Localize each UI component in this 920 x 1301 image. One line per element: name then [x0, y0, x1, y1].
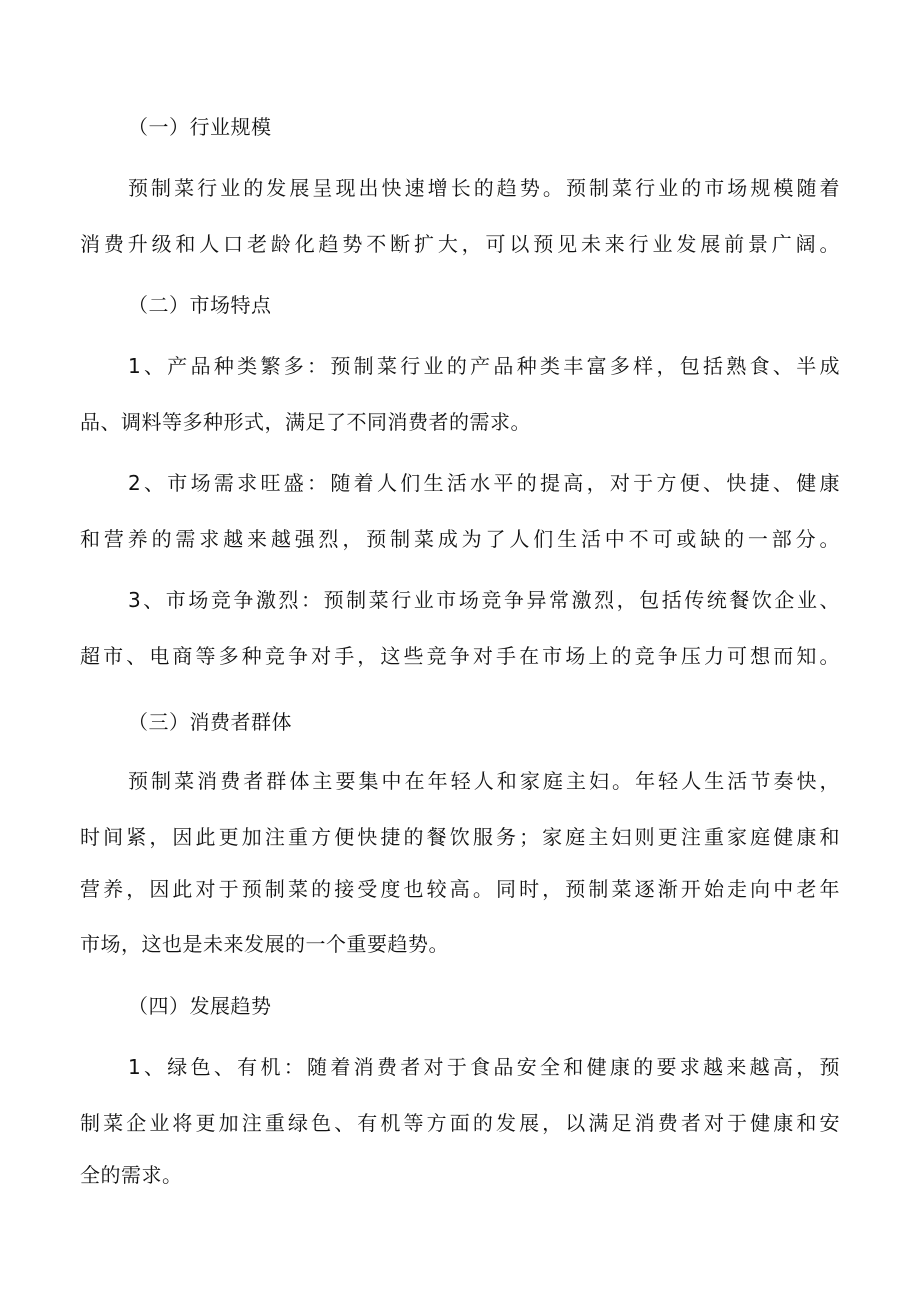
paragraph-line: 营养，因此对于预制菜的接受度也较高。同时，预制菜逐渐开始走向中老年 [80, 877, 840, 901]
section-heading-market-features: （二）市场特点 [128, 293, 272, 317]
paragraph-line: 3、市场竞争激烈：预制菜行业市场竞争异常激烈，包括传统餐饮企业、 [128, 588, 840, 612]
paragraph-line: 2、市场需求旺盛：随着人们生活水平的提高，对于方便、快捷、健康 [128, 471, 840, 495]
paragraph-line: 制菜企业将更加注重绿色、有机等方面的发展，以满足消费者对于健康和安 [80, 1111, 840, 1135]
paragraph-line: 品、调料等多种形式，满足了不同消费者的需求。 [80, 410, 531, 434]
paragraph-line: 1、产品种类繁多：预制菜行业的产品种类丰富多样，包括熟食、半成 [128, 354, 840, 378]
paragraph-line: 消费升级和人口老龄化趋势不断扩大，可以预见未来行业发展前景广阔。 [80, 232, 840, 256]
paragraph-line: 预制菜消费者群体主要集中在年轻人和家庭主妇。年轻人生活节奏快， [128, 769, 840, 793]
paragraph-line: 市场，这也是未来发展的一个重要趋势。 [80, 932, 449, 956]
paragraph-line: 预制菜行业的发展呈现出快速增长的趋势。预制菜行业的市场规模随着 [128, 176, 840, 200]
paragraph-line: 和营养的需求越来越强烈，预制菜成为了人们生活中不可或缺的一部分。 [80, 527, 840, 551]
section-heading-scale: （一）行业规模 [128, 115, 272, 139]
paragraph-line: 超市、电商等多种竞争对手，这些竞争对手在市场上的竞争压力可想而知。 [80, 644, 840, 668]
paragraph-line: 全的需求。 [80, 1163, 183, 1187]
paragraph-line: 时间紧，因此更加注重方便快捷的餐饮服务；家庭主妇则更注重家庭健康和 [80, 825, 840, 849]
section-heading-consumers: （三）消费者群体 [128, 710, 292, 734]
section-heading-trends: （四）发展趋势 [128, 994, 272, 1018]
paragraph-line: 1、绿色、有机：随着消费者对于食品安全和健康的要求越来越高，预 [128, 1055, 840, 1079]
